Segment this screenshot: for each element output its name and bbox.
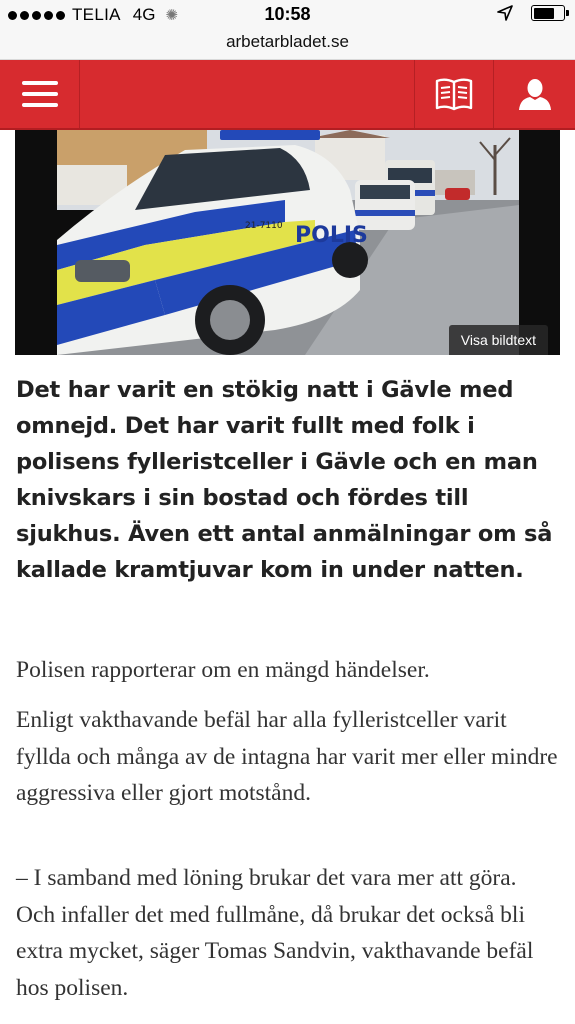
user-account-button[interactable] [494,60,575,128]
car-polis-label: POLIS [295,223,368,248]
user-icon [518,77,552,111]
activity-spinner-icon: ✺ [165,7,179,24]
status-right [497,5,565,21]
address-bar[interactable] [0,28,575,60]
carrier-name: TELIA [72,5,121,24]
status-bar [0,0,575,28]
e-paper-icon [435,77,473,111]
show-caption-button[interactable]: Visa bildtext [449,325,548,355]
site-header [0,60,575,130]
article-paragraph: Polisen rapporterar om en mängd händelser. [16,657,430,683]
e-paper-button[interactable] [414,60,494,128]
article-paragraph: – I samband med löning brukar det vara mer att göra. Och infaller det med fullmåne, då brukar det också bli extra mycket, säger Tomas Sandvin, vakthavande befäl hos polisen. [16,865,534,1001]
car-number-label: 21-7110 [245,221,283,231]
battery-icon [531,5,565,21]
article-hero-image[interactable] [15,130,560,355]
police-cars-photo [15,130,560,355]
network-type: 4G [132,5,156,24]
menu-button[interactable] [0,60,80,128]
url-text: arbetarbladet.se [226,32,349,51]
location-arrow-icon [497,5,513,21]
article-paragraph: Enligt vakthavande befäl har alla fylleristceller varit fyllda och många av de intagna har varit mer eller mindre aggressiva eller gjort motstånd. [16,707,558,806]
clock: 10:58 [264,4,311,24]
menu-icon [22,81,58,107]
article-lead: Det har varit en stökig natt i Gävle med omnejd. Det har varit fullt med folk i polisens fylleristceller i Gävle och en man knivskars i sin bostad och fördes till sjukhus. Även ett antal anmälningar om så kallade kramtjuvar kom in under natten. [16,377,553,583]
